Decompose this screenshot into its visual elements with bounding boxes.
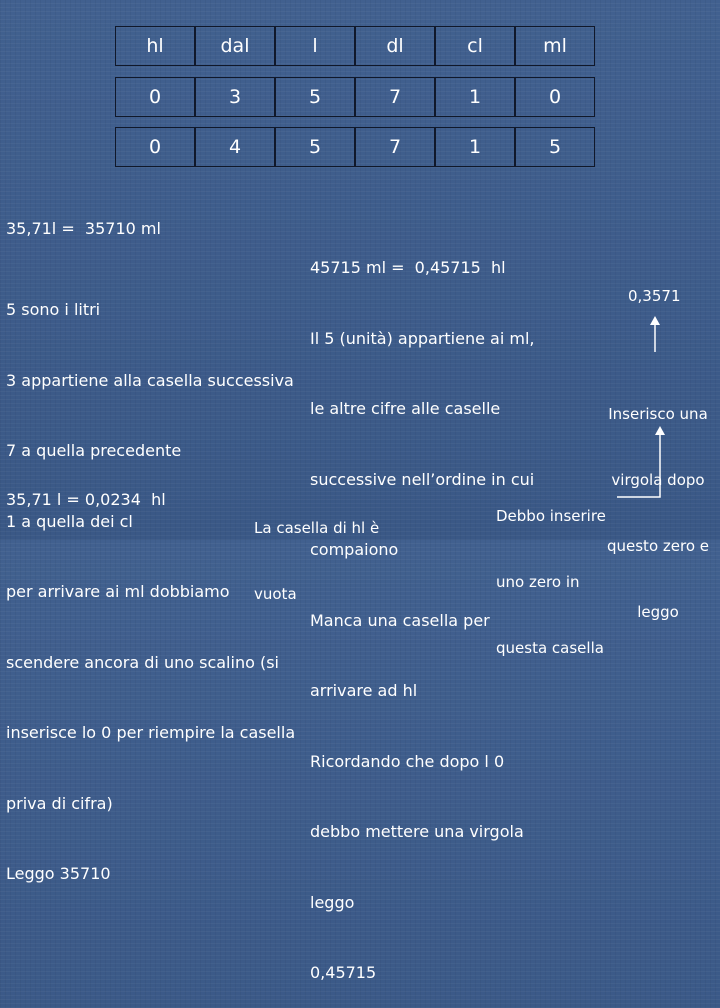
- table-header-cell: cl: [435, 26, 515, 66]
- middle-line: 45715 ml = 0,45715 hl: [310, 258, 506, 277]
- explanation-line: per arrivare ai ml dobbiamo: [6, 582, 230, 601]
- note-line: questo zero e: [606, 537, 709, 555]
- middle-line: 0,45715: [310, 963, 377, 982]
- note-line: leggo: [637, 603, 679, 621]
- explanation-line: scendere ancora di uno scalino (si: [6, 652, 279, 672]
- table-header-cell: dal: [195, 26, 275, 66]
- equation-litri-hl: 35,71 l = 0,0234 hl: [6, 490, 166, 509]
- explanation-line: 7 a quella precedente: [6, 441, 182, 460]
- middle-line: compaiono: [310, 540, 399, 559]
- equation-litri-ml: 35,71l = 35710 ml: [6, 219, 161, 238]
- middle-line: debbo mettere una virgola: [310, 822, 524, 841]
- note-line: questa casella: [496, 639, 604, 657]
- table-header-cell: dl: [355, 26, 435, 66]
- explanation-line: inserisce lo 0 per riempire la casella: [6, 723, 296, 742]
- table-cell: 3: [195, 77, 275, 117]
- table-cell: 0: [115, 127, 195, 167]
- middle-line: le altre cifre alle caselle: [310, 399, 501, 418]
- table-cell: 4: [195, 127, 275, 167]
- middle-line: leggo: [310, 892, 355, 912]
- table-header-cell: ml: [515, 26, 595, 66]
- table-cell: 5: [515, 127, 595, 167]
- table-cell: 1: [435, 77, 515, 117]
- middle-line: successive nell’ordine in cui: [310, 469, 535, 489]
- elbow-arrow-icon: [617, 426, 665, 497]
- table-cell: 0: [115, 77, 195, 117]
- table-header-cell: l: [275, 26, 355, 66]
- explanation-line: priva di cifra): [6, 793, 113, 813]
- arrow-up-icon: [650, 316, 660, 352]
- table-cell: 0: [515, 77, 595, 117]
- table-header-cell: hl: [115, 26, 195, 66]
- note-line: La casella di hl è: [254, 519, 380, 537]
- note-line: vuota: [254, 585, 297, 603]
- result-value: 0,3571: [628, 287, 681, 305]
- table-cell: 5: [275, 77, 355, 117]
- middle-line: Manca una casella per: [310, 610, 490, 630]
- note-line: virgola dopo: [611, 471, 705, 489]
- middle-line: arrivare ad hl: [310, 681, 418, 700]
- table-cell: 7: [355, 77, 435, 117]
- middle-line: Il 5 (unità) appartiene ai ml,: [310, 328, 535, 348]
- table-cell: 7: [355, 127, 435, 167]
- note-line: uno zero in: [496, 573, 580, 591]
- table-cell: 1: [435, 127, 515, 167]
- explanation-line: 5 sono i litri: [6, 300, 101, 319]
- note-line: Debbo inserire: [496, 507, 606, 525]
- note-line: Inserisco una: [608, 405, 708, 423]
- explanation-line: 3 appartiene alla casella successiva: [6, 370, 294, 390]
- explanation-line: 1 a quella dei cl: [6, 511, 133, 531]
- explanation-line: Leggo 35710: [6, 864, 111, 883]
- middle-line: Ricordando che dopo l 0: [310, 751, 505, 771]
- table-cell: 5: [275, 127, 355, 167]
